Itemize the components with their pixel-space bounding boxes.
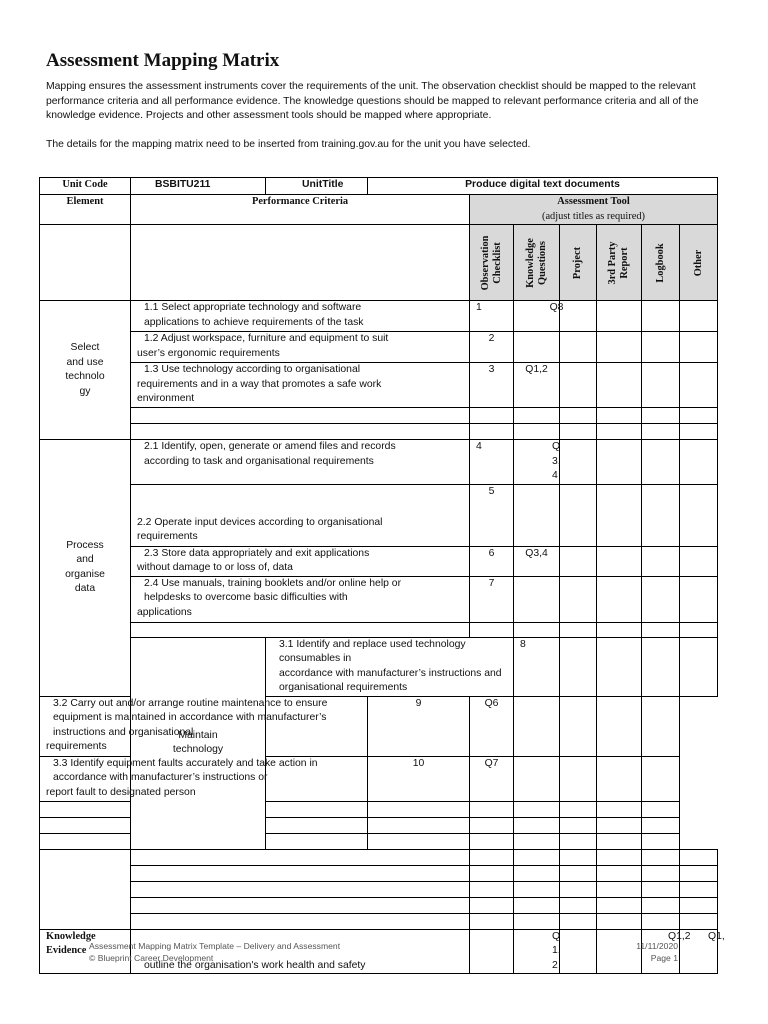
table-row <box>40 849 718 865</box>
logbook-value: Q1,2 <box>642 929 680 974</box>
table-row <box>40 546 718 576</box>
obs-value: 1 <box>470 301 514 332</box>
obs-value: 2 <box>470 332 514 363</box>
tool-logbook: Logbook <box>642 225 680 301</box>
table-row <box>40 363 718 408</box>
intro-paragraph-1: Mapping ensures the assessment instruments cover the requirements of the unit. The observation checklist should be mapped to the relevant performance criteria and all performance evidence. The knowledge questions should be mapped to relevant performance criteria and all of the knowledge evidence. Projects and other assessment tools should be mapped where appropriate. <box>46 81 699 121</box>
kq-value: Q1,2 <box>514 929 560 974</box>
mapping-matrix-table <box>39 177 725 974</box>
criterion-3-1: 3.1 Identify and replace used technology consumables in accordance with manufacturer’s instructions and organisational requirements <box>266 637 514 696</box>
tool-third-party-report: 3rd Party Report <box>597 225 642 301</box>
obs-value: 9 <box>368 696 470 756</box>
footer-page-number: Page 1 <box>650 953 678 963</box>
header-blank <box>131 225 470 301</box>
footer-copyright: © Blueprint Career Development <box>89 953 214 963</box>
footer-template-name: Assessment Mapping Matrix Template – Delivery and Assessment <box>89 941 341 951</box>
obs-value: 3 <box>470 363 514 408</box>
table-row <box>40 622 718 637</box>
footer-date: 11/11/2020 <box>636 941 678 951</box>
criterion-2-4: 2.4 Use manuals, training booklets and/or online help or helpdesks to overcome basic difficulties with applications <box>131 576 470 622</box>
criterion-1-2: 1.2 Adjust workspace, furniture and equipment to suit user’s ergonomic requirements <box>131 332 470 363</box>
table-row <box>40 897 718 913</box>
kq-value: Q7 <box>470 756 514 801</box>
table-row <box>40 440 718 485</box>
unit-code-value: BSBITU211 <box>131 178 266 195</box>
table-row <box>40 424 718 440</box>
assessment-tool-note: (adjust titles as required) <box>541 210 645 222</box>
kq-value: Q8 <box>514 301 560 332</box>
criterion-3-2: 3.2 Carry out and/or arrange routine maintenance to ensure equipment is maintained in accordance with manufacturer’s instructions and organisational requirements <box>40 696 368 756</box>
page-title: Assessment Mapping Matrix <box>46 50 280 71</box>
element-maintain-technology: Maintain technology <box>131 637 266 849</box>
unit-title-value: Produce digital text documents <box>368 178 718 195</box>
table-row <box>40 913 718 929</box>
table-row <box>40 865 718 881</box>
obs-value: 7 <box>470 576 514 622</box>
table-row <box>40 484 718 546</box>
footer-left <box>89 940 340 964</box>
tool-observation-checklist: Observation Checklist <box>470 225 514 301</box>
assessment-tool-title: Assessment Tool <box>557 196 630 207</box>
obs-value: 6 <box>470 546 514 576</box>
table-row <box>40 756 718 801</box>
tool-knowledge-questions: Knowledge Questions <box>514 225 560 301</box>
kq-value: Q3,4 <box>514 546 560 576</box>
footer-right <box>636 940 678 964</box>
element-select-use-technology: Select and use technolo gy <box>40 301 131 440</box>
table-row <box>40 408 718 424</box>
table-row <box>40 801 718 817</box>
table-row <box>40 696 718 756</box>
criterion-1-3: 1.3 Use technology according to organisational requirements and in a way that promotes a safe work environment <box>131 363 470 408</box>
knowledge-evidence-text: outline the organisation's work health and safety <box>131 929 470 974</box>
criterion-1-1: 1.1 Select appropriate technology and software applications to achieve requirements of the task <box>131 301 470 332</box>
performance-criteria-header: Performance Criteria <box>131 195 470 225</box>
intro-paragraph-2: The details for the mapping matrix need to be inserted from training.gov.au for the unit you have selected. <box>46 138 531 150</box>
table-row <box>40 576 718 622</box>
unit-title-label: UnitTitle <box>266 178 368 195</box>
kq-value: Q6 <box>470 696 514 756</box>
obs-value: 8 <box>514 637 560 696</box>
element-blank <box>40 849 131 929</box>
table-row <box>40 637 718 696</box>
criterion-2-2: 2.2 Operate input devices according to organisational requirements <box>131 484 470 546</box>
obs-value: 4 <box>470 440 514 485</box>
criterion-2-3: 2.3 Store data appropriately and exit applications without damage to or loss of, data <box>131 546 470 576</box>
kq-value: Q3,4 <box>514 440 560 485</box>
other-value: Q1, <box>680 929 718 974</box>
table-row <box>40 881 718 897</box>
table-row <box>40 817 718 833</box>
table-row <box>40 833 718 849</box>
table-row <box>40 332 718 363</box>
header-blank <box>40 225 131 301</box>
element-process-organise-data: Process and organise data <box>40 440 131 697</box>
table-row <box>40 301 718 332</box>
tool-other: Other <box>680 225 718 301</box>
intro-text <box>46 80 736 152</box>
assessment-tool-header <box>470 195 718 225</box>
kq-value: Q1,2 <box>514 363 560 408</box>
criterion-2-1: 2.1 Identify, open, generate or amend files and records according to task and organisational requirements <box>131 440 470 485</box>
criterion-3-3: 3.3 Identify equipment faults accurately and take action in accordance with manufacturer’s instructions or report fault to designated person <box>40 756 368 801</box>
knowledge-evidence-label: Knowledge Evidence <box>40 929 131 974</box>
obs-value: 5 <box>470 484 514 546</box>
unit-code-label: Unit Code <box>40 178 131 195</box>
tool-project: Project <box>560 225 597 301</box>
element-header: Element <box>40 195 131 225</box>
obs-value: 10 <box>368 756 470 801</box>
